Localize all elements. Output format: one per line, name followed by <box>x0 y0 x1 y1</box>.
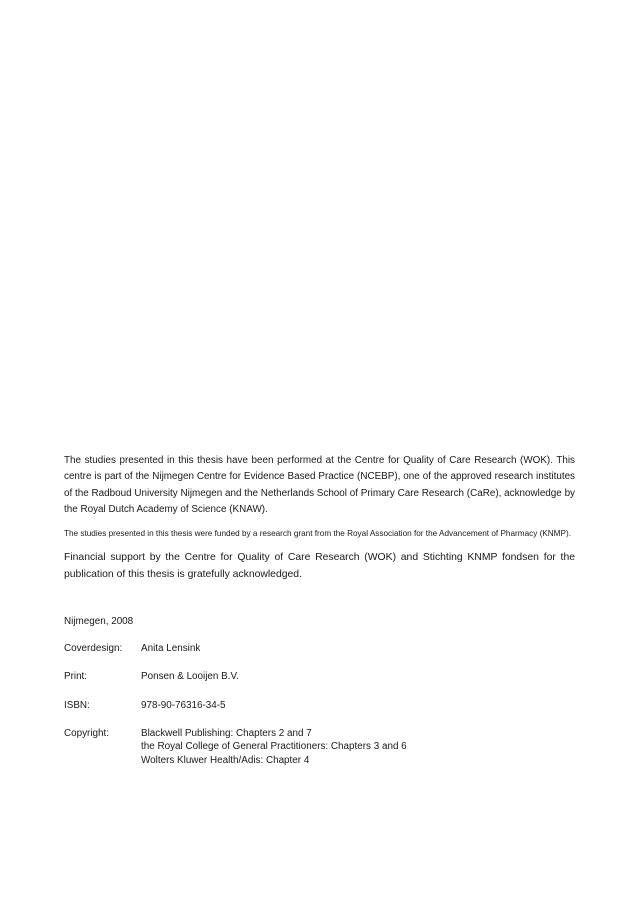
detail-value: Blackwell Publishing: Chapters 2 and 7 <box>141 727 312 739</box>
detail-value: Wolters Kluwer Health/Adis: Chapter 4 <box>141 754 310 766</box>
detail-row-print <box>64 670 575 684</box>
research-centre-paragraph: The studies presented in this thesis have been performed at the Centre for Quality of Care Research (WOK). This centre is part of the Nijmegen Centre for Evidence Based Practice (NCEBP), one of the approved research institutes of the Radboud University Nijmegen and the Netherlands School of Primary Care Research (CaRe), acknowledge by the Royal Dutch Academy of Science (KNAW). <box>64 455 575 515</box>
detail-label: Copyright: <box>64 727 110 739</box>
detail-row-isbn <box>64 699 575 713</box>
detail-values <box>141 642 575 656</box>
place-year: Nijmegen, 2008 <box>64 616 134 628</box>
detail-value: Ponsen & Looijen B.V. <box>141 671 239 683</box>
detail-values <box>141 699 575 713</box>
detail-values <box>141 670 575 684</box>
detail-value: Anita Lensink <box>141 643 201 655</box>
detail-label: ISBN: <box>64 699 90 711</box>
publication-details <box>64 642 575 767</box>
detail-values <box>141 727 575 768</box>
detail-row-coverdesign <box>64 642 575 656</box>
financial-support-paragraph: Financial support by the Centre for Quality of Care Research (WOK) and Stichting KNMP fondsen for the publication of this thesis is gratefully acknowledged. <box>64 552 575 580</box>
funding-paragraph: The studies presented in this thesis were funded by a research grant from the Royal Association for the Advancement of Pharmacy (KNMP). <box>64 529 571 539</box>
colophon <box>64 453 575 782</box>
detail-label: Print: <box>64 671 88 683</box>
detail-label: Coverdesign: <box>64 643 123 655</box>
detail-row-copyright <box>64 727 575 768</box>
detail-value: the Royal College of General Practitioners: Chapters 3 and 6 <box>141 741 407 753</box>
detail-value: 978-90-76316-34-5 <box>141 699 226 711</box>
